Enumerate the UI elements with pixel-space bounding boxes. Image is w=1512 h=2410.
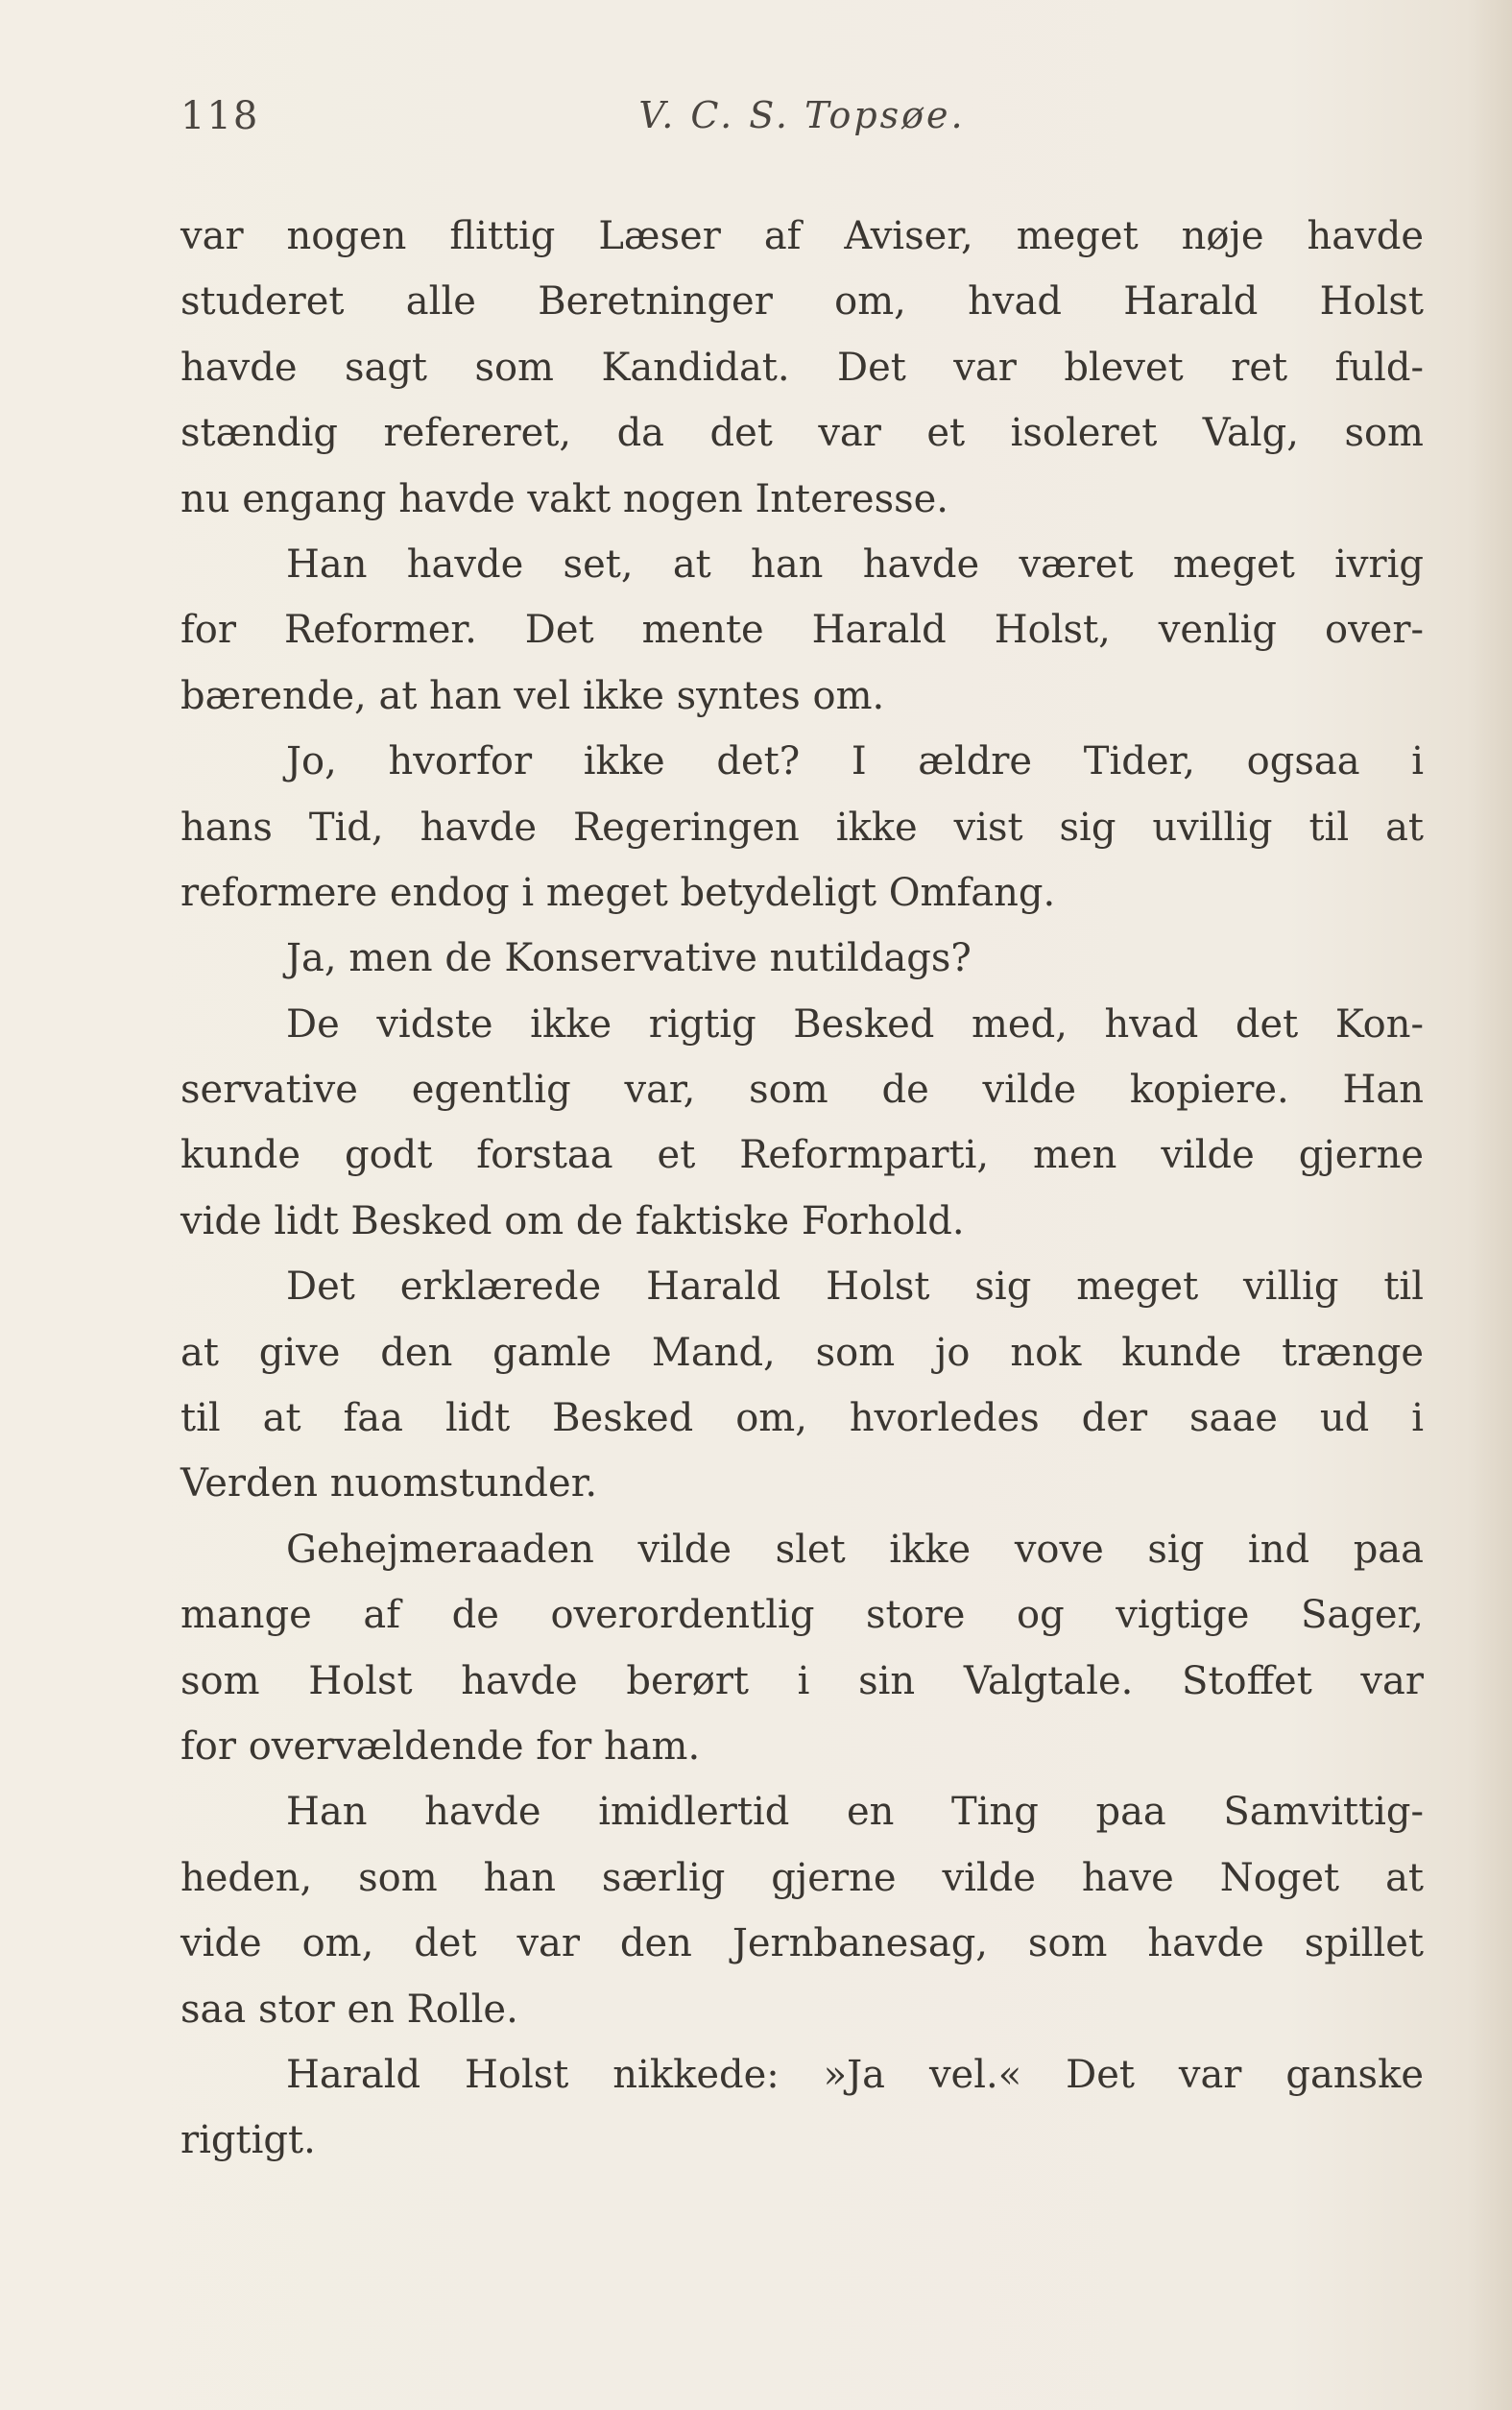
running-title: V. C. S. Topsøe. (638, 94, 966, 136)
text-line: De vidste ikke rigtig Besked med, hvad det Kon- (286, 1001, 1424, 1047)
text-line: for Reformer. Det mente Harald Holst, venlig over- (180, 608, 1424, 653)
text-line: rigtigt. (180, 2118, 316, 2163)
text-line: mange af de overordentlig store og vigtige Sager, (180, 1593, 1424, 1638)
text-line: servative egentlig var, som de vilde kopiere. Han (180, 1068, 1424, 1113)
text-line: hans Tid, havde Regeringen ikke vist sig uvillig til at (180, 805, 1424, 850)
text-line: vide om, det var den Jernbanesag, som havde spillet (180, 1921, 1424, 1966)
text-line: reformere endog i meget betydeligt Omfang. (180, 870, 1056, 915)
text-line: heden, som han særlig gjerne vilde have Noget at (180, 1855, 1424, 1900)
text-line: til at faa lidt Besked om, hvorledes der saae ud i (180, 1396, 1424, 1441)
text-line: var nogen flittig Læser af Aviser, meget nøje havde (180, 214, 1424, 258)
text-line: Verden nuomstunder. (180, 1461, 598, 1506)
text-line: bærende, at han vel ikke syntes om. (180, 673, 885, 718)
text-line: Ja, men de Konservative nutildags? (286, 936, 972, 981)
text-line: Han havde set, at han havde været meget ivrig (286, 542, 1424, 587)
text-line: Jo, hvorfor ikke det? I ældre Tider, ogsaa i (286, 739, 1424, 784)
text-line: som Holst havde berørt i sin Valgtale. Stoffet var (180, 1658, 1424, 1703)
text-line: Han havde imidlertid en Ting paa Samvittig- (286, 1790, 1424, 1835)
body-text (180, 204, 1424, 2174)
text-line: studeret alle Beretninger om, hvad Harald Holst (180, 279, 1424, 325)
text-line: nu engang havde vakt nogen Interesse. (180, 476, 949, 521)
text-line: vide lidt Besked om de faktiske Forhold. (180, 1198, 965, 1243)
text-line: stændig refereret, da det var et isoleret Valg, som (180, 411, 1424, 456)
text-line: Gehejmeraaden vilde slet ikke vove sig ind paa (286, 1527, 1424, 1572)
text-line: Det erklærede Harald Holst sig meget villig til (286, 1265, 1424, 1310)
text-line: saa stor en Rolle. (180, 1987, 518, 2032)
text-line: at give den gamle Mand, som jo nok kunde trænge (180, 1330, 1424, 1375)
text-line: for overvældende for ham. (180, 1723, 701, 1769)
page-header (180, 94, 1424, 152)
text-line: Harald Holst nikkede: »Ja vel.« Det var ganske (286, 2052, 1424, 2097)
text-line: kunde godt forstaa et Reformparti, men vilde gjerne (180, 1133, 1424, 1178)
text-line: havde sagt som Kandidat. Det var blevet ret fuld- (180, 345, 1424, 390)
page-number: 118 (180, 94, 260, 138)
